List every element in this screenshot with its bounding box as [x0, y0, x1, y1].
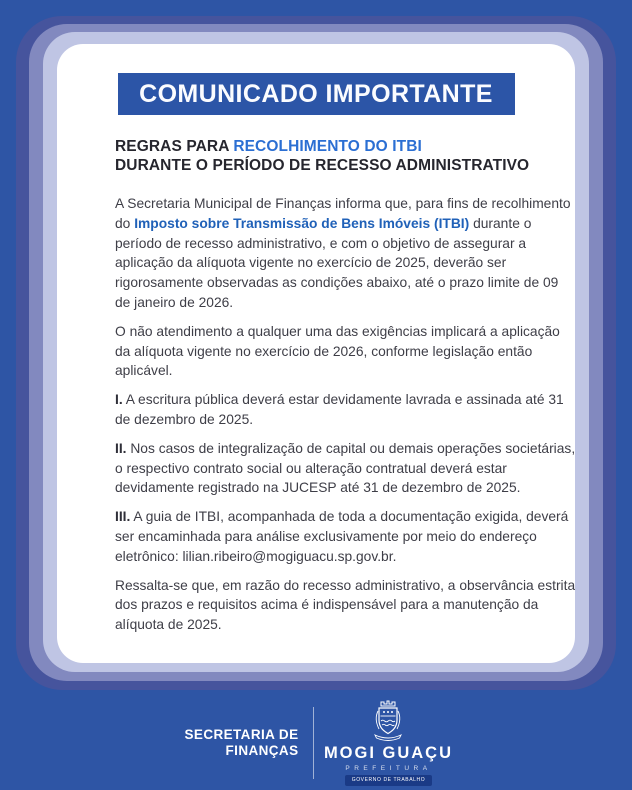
itbi-highlight: Imposto sobre Transmissão de Bens Imóveis (ITBI) — [134, 215, 470, 231]
warning-text: O não atendimento a qualquer uma das exigências implicará a aplicação da alíquota vigente no exercício de 2026, conforme legislação então aplicável. — [115, 323, 560, 379]
footer-divider — [313, 707, 314, 779]
city-logo — [323, 699, 454, 786]
item-2-text: Nos casos de integralização de capital ou demais operações societárias, o respectivo contrato social ou alteração contratual deverá estar devidamente registrado na JUCESP até 31 de dezembro de 2025. — [115, 440, 575, 496]
heading-blue-part: RECOLHIMENTO DO ITBI — [233, 138, 422, 155]
list-item-2 — [115, 439, 575, 498]
banner — [118, 73, 515, 115]
item-3-numeral: III. — [115, 509, 131, 525]
list-item-1 — [115, 390, 575, 430]
department-line2: FINANÇAS — [225, 742, 299, 758]
department-name — [185, 727, 299, 759]
list-item-3 — [115, 507, 575, 566]
banner-title: COMUNICADO IMPORTANTE — [139, 79, 493, 108]
paragraph-closing — [115, 576, 575, 635]
coat-of-arms-icon — [369, 699, 407, 741]
intro-pre-text: A Secretaria Municipal de Finanças informa que, para fins de recolhimento do — [115, 196, 571, 231]
paragraph-warning — [115, 322, 575, 381]
intro-post-text: durante o período de recesso administrativo, e com o objetivo de assegurar a aplicação da alíquota vigente no exercício de 2025, deverão ser rigorosamente observadas as condições abaixo, até o prazo limite de 09 de janeiro de 2026. — [115, 215, 559, 310]
announcement-card — [57, 44, 575, 663]
item-3-text: A guia de ITBI, acompanhada de toda a documentação exigida, deverá ser encaminhada para análise exclusivamente por meio do endereço eletrônico: lilian.ribeiro@mogiguacu.sp.gov.br. — [115, 509, 569, 564]
heading-dark-part: REGRAS PARA — [115, 138, 234, 155]
logo-city-name: MOGI GUAÇU — [323, 744, 454, 762]
page-title — [115, 137, 547, 175]
item-1-numeral: I. — [115, 392, 123, 408]
logo-subtitle: PREFEITURA — [345, 765, 432, 772]
department-line1: SECRETARIA DE — [184, 726, 299, 742]
item-2-numeral: II. — [115, 440, 127, 456]
paragraph-intro — [115, 194, 575, 313]
announcement-body — [115, 194, 575, 635]
closing-text: Ressalta-se que, em razão do recesso administrativo, a observância estrita dos prazos e requisitos acima é indispensável para a manutenção da alíquota de 2025. — [115, 577, 575, 633]
heading-line2: DURANTE O PERÍODO DE RECESSO ADMINISTRATIVO — [115, 157, 530, 174]
logo-government-badge: GOVERNO DE TRABALHO — [345, 775, 433, 786]
item-1-text: A escritura pública deverá estar devidamente lavrada e assinada até 31 de dezembro de 2025. — [115, 392, 564, 427]
footer — [0, 699, 632, 786]
